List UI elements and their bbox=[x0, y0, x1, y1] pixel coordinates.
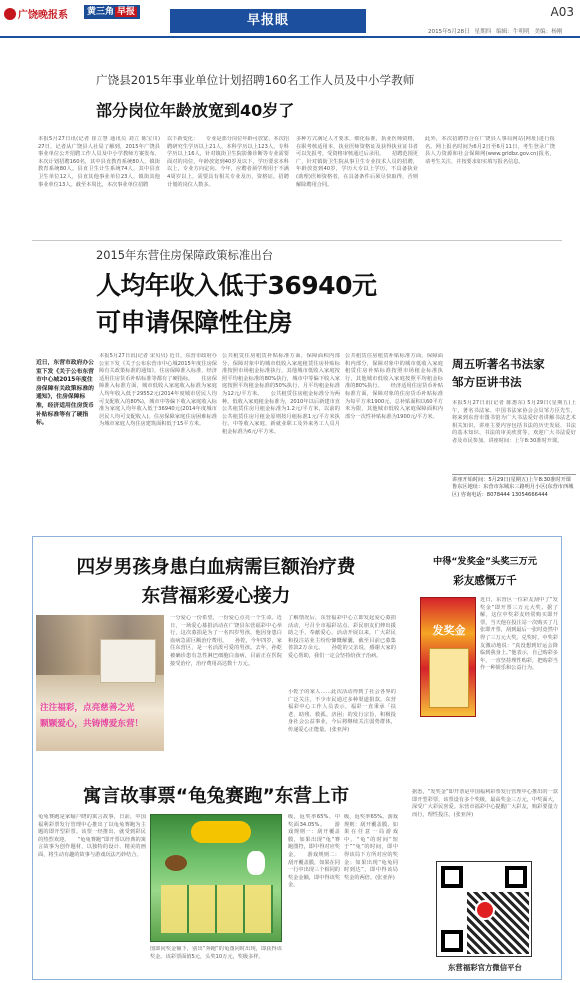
tortoise-icon bbox=[165, 855, 187, 871]
article-calligraphy bbox=[452, 352, 576, 524]
ticket-title bbox=[191, 821, 251, 843]
weekday: 星期四 bbox=[474, 29, 492, 35]
article-body-col-3: 多种方式满足人才要求，细化标准，执业医师资格，在职考核适用本，执业医师资格证及获得执业证书者可以先报考，受资格审核通过后录用。 招聘范围更广，针对镇街卫生院从事卫生专业技术人员的招聘，年龄放宽到40岁，学历大专以上学历，不具备执业(助理)医师资格者，在具备条件后须尽快取得，否则解除聘用合同。 bbox=[296, 136, 418, 188]
charity-photo bbox=[36, 615, 164, 751]
qr-finder-bottom-left bbox=[441, 930, 463, 952]
article-body-wide: 据悉，“发奖金”即开票是中国福利彩票发行管理中心推出的一款即开型彩票，该票设有多个奖级，最高奖金三万元，中奖面大，深受广大彩民喜爱。东营市福彩中心提醒广大彩友，购彩要量力而行，理性投注。(张亚萍) bbox=[412, 789, 558, 818]
article-headline: 寓言故事票“龟兔赛跑”东营上市 bbox=[82, 786, 350, 807]
article-headline-line-2: 可申请保障性住房 bbox=[96, 308, 293, 337]
page-number: A03 bbox=[550, 5, 574, 19]
article-body-col-1: 龟兔赛跑是家喻户晓的寓言故事，日前，中国福利彩票发行管理中心推出了以龟兔赛跑为主题的即开型彩票。该票一经推出，就受到彩民的热烈欢迎。 “龟兔赛跑”即开票以经典的寓言故事为创作题材，以独特的设计、精美的画面，将生动有趣的故事与游戏玩法巧妙结合。 bbox=[38, 814, 146, 858]
article-body-col: 近日，东营区一位彩友刮中了“发奖金”即开票三万元大奖。据了解，这位中奖彩友经常购买即开票，当天他在投注站一次购买了几张即开票，刮到最后一张时竟然中得了三万元大奖。兑奖时，中奖彩友激动地说：“真没想到好运会降临到我身上。”他表示，自己购彩多年，一直坚持理性购彩，把购彩当作一种娱乐和公益行为。 bbox=[480, 597, 558, 672]
date-line bbox=[428, 27, 562, 35]
article-body-col-1: 本报5月27日讯(记者 宋贝贝) 近日，东营市政府办公室下发《关于公布东营市中心城2015年度住房保障有关政策标准的通知》，住房保障准入标准、经济适用住房货币补贴标准等都有了硬指标。 住房保障准入标准方面，城市低收入家庭收入标准为家庭人均年收入低于29552元(2014年度城市居民人均可支配收入的80%)，城市中等偏下收入家庭收入标准为家庭人均年收入低于36940元(2014年度城市居民人均可支配收入)。住房保障家庭住房困难标准为城市家庭人均住房建筑面积低于15平方米。 bbox=[99, 353, 217, 428]
section-logo bbox=[84, 5, 140, 19]
article-recruitment bbox=[0, 40, 580, 240]
section-prefix: 黄三角 bbox=[87, 7, 115, 17]
article-body-col-3: 小乾子的家人……此次活动得到了社会各界的广泛关注，不少市民通过多种渠道捐款。东营福彩中心工作人员表示，福彩一直秉承「扶老、助残、救孤、济困」的发行宗旨，积极投身社会公益事业，今后将继续关注弱势群体，传递爱心正能量。(张亚萍) bbox=[288, 689, 396, 733]
article-headline-line-2: 东营福彩爱心接力 bbox=[141, 586, 291, 607]
photo-caption-line-2: 颗颗爱心，共铸博爱东营！ bbox=[40, 719, 144, 729]
article-headline-line-1: 四岁男孩身患白血病需巨额治疗费 bbox=[76, 557, 356, 578]
qr-code[interactable] bbox=[436, 861, 532, 957]
article-leukemia bbox=[32, 537, 402, 765]
ticket-caption: 图即同奖金额下，别出“奔跑”的龟图同时出现，即获得该奖金。该彩票面值5元，头奖10万元，奖级多样。 bbox=[150, 946, 282, 960]
article-headline: 部分岗位年龄放宽到40岁了 bbox=[96, 101, 295, 120]
article-headline-line-1: 周五听著名书法家 bbox=[452, 357, 545, 371]
article-body-col-2: 了解情况后，东营福彩中心立即发起爱心募捐活动，号召全市福彩站点、彩民朋友们伸出援助之手，奉献爱心。活动开展以来，广大彩民和投注站业主纷纷慷慨解囊，截至目前已募集善款2万余元。 孙乾的父亲说，感谢大家的爱心帮助，我们一定会坚持给孩子治病。 bbox=[288, 615, 396, 659]
scratch-area bbox=[429, 648, 469, 708]
article-body-col-2: 以下新变化： 专业是部分岗位年龄可放宽，本次招聘研究生学历以上21人，本科学历以上123人，专科学历以上16人，针对镇街卫生院影像诊断等专业需要面对的岗位，年龄放宽到40岁及以下，学历要求本科以上，专业方向定向。今年，应聘者须学理用于不满4周岁以上，需要具有相关专业及历，资格证。招聘计划的岗位人数多。 bbox=[167, 136, 289, 188]
section-banner: 早报眼 bbox=[170, 9, 366, 33]
masthead bbox=[0, 0, 580, 40]
article-body-col-1: 一分爱心一份希望，一份爱心点亮一个生命。近日，一场爱心募捐活动在广饶县东营福彩中心举行，这次募捐是为了一名四岁男孩，他因身患白血病急需巨额治疗费用。 孙乾，今年四岁，家住东营区，是一名活泼可爱的男孩。去年，孙乾被确诊患有急性淋巴细胞白血病，目前正在医院接受治疗，治疗费用高达数十万元。 bbox=[170, 615, 282, 667]
lottery-ticket-image bbox=[150, 814, 282, 942]
article-sidebar-summary: 近日，东营市政府办公室下发《关于公布东营市中心城2015年度住房保障有关政策标准的通知》，住房保障标准，经济适用住房货币补贴标准等有了硬指标。 bbox=[36, 360, 94, 427]
article-kicker: 中得“发奖金”头奖三万元 bbox=[433, 556, 537, 567]
article-headline-line-2: 邹方臣讲书法 bbox=[452, 375, 522, 389]
designer: 美编：杨刚 bbox=[534, 29, 563, 35]
article-body-col-3: 公共租赁住房租赁补贴标准方面，保障面积内部分，保障对象中的城市低收入家庭租赁住房补贴标准按照市场租金标准执行，其他城市低收入家庭按照平均租金标准的80%执行。 经济适用住房货币补贴标准方面，保障对象的住房货币补贴标准为每平方米1900元，总补贴面积以60平方米为限，其他城市低收入家庭保障面积内部分一次性补贴标准为1900元/平方米。 bbox=[345, 353, 443, 420]
ticket-grid bbox=[161, 885, 273, 933]
article-body-col-1: 本报5月27日讯(记者 崔立慧 通讯员 刘立 陈宝川) 27日，记者从广饶县人社局了解到，2015年广饶县事业单位公开招聘工作人员及中小学教师方案发布，本次计划招聘160名，其中县直教育系统80人，镇街教育系统80人。县直卫生计生系统74人，其中县直卫生单位12人，县直其他事业单位23人，镇街其他事业单位13人。截至本周比，本次事业单位招聘 bbox=[38, 136, 160, 188]
article-kicker: 广饶县2015年事业单位计划招聘160名工作人员及中小学教师 bbox=[96, 73, 415, 87]
masthead-divider bbox=[0, 36, 580, 38]
article-tortoise-hare bbox=[32, 770, 402, 980]
qr-finder-top-left bbox=[441, 866, 463, 888]
article-jackpot bbox=[408, 537, 560, 979]
editor: 编辑：牛明明 bbox=[496, 29, 530, 35]
article-kicker: 2015年东营住房保障政策标准出台 bbox=[96, 248, 274, 262]
event-info-box: 讲座开始时间：5月29日(星期五)上午8:30准时开课 鲁东区地址：东营市东城东三路明月小区(东营市西城区) 咨询电话：8078444 13054666444 bbox=[452, 474, 576, 512]
newspaper-name: 广饶晚报系 bbox=[18, 10, 68, 21]
photo-child bbox=[100, 639, 156, 683]
newspaper-logo bbox=[4, 8, 16, 20]
article-body-col-3: 级，返奖率65%，中奖面34.05%。 游戏规则一：刮开覆盖膜，如果出现“龟”赛跑图符，即中得对应奖金。 游戏规则二：刮开覆盖膜，如果在同一行中出现三个相同的奖金金额，即中得该奖金。 bbox=[288, 814, 340, 889]
article-headline: 彩友感慨万千 bbox=[453, 575, 517, 587]
section-main: 早报 bbox=[117, 7, 136, 17]
article-body-col-2: 公共租赁住房租赁补贴标准方面，保障面积内部分，保障对象中的城市低收入家庭租赁住房补贴标准按照市场租金标准执行，其他城市低收入家庭按照平均租金标准的80%执行，城市中等偏下收入家庭按照平均租金标准的50%执行，月平均租金标准为12元/平方米。 公共租赁住房租金标准分为两种。低收入家庭租金标准为，2010年以后新建市直公共租赁住房月租金标准为1.2元/平方米，以前的公共租赁住房月租金原则按月租标准1元/平方米执行。中等收入家庭、新就业职工及外来务工人员月租金标准为6元/平方米。 bbox=[222, 353, 340, 435]
scratch-ticket-image bbox=[420, 597, 476, 717]
qr-caption: 东营福彩官方微信平台 bbox=[448, 963, 522, 972]
article-body-col-4: 级，返奖率65%。游戏规则：刮开覆盖膜，如果在任意一局游戏中，“龟”的时间“短于”“兔”的时间，即中得该局下方所对应的奖金；如果出现“龟兔同时到达”，即中得该局奖金的两倍。(张亚萍) bbox=[344, 814, 398, 881]
photo-caption-line-1: 注注福彩，点亮慈善之光 bbox=[40, 703, 135, 713]
date: 2015年5月28日 bbox=[428, 29, 470, 35]
article-body: 本报5月27日讯(记者 陈惠东) 5月29日(星期五)上午，著名书法家、中国书法家协会会员邹方臣先生，将来到东营市图书馆为广大书法爱好者讲解书法艺术相关知识，讲座主要内容包括书法的历史发展、书法的基本知识、书法的审美欣赏等。欢迎广大书法爱好者及市民参加，讲座时间：上午8:30准时开课。 bbox=[452, 400, 576, 444]
article-headline-line-1: 人均年收入低于36940元 bbox=[96, 271, 377, 300]
scratch-ticket-title: 发奖金 bbox=[432, 624, 466, 637]
qr-center-logo bbox=[475, 900, 495, 920]
qr-pattern bbox=[467, 892, 529, 954]
article-body-col-4: 此外，本次招聘符合在广饶县人事局网站(网址)进行报名。网上报名时间为6月2日至6月11日，考生登录广饶县人力资源和社会保障网(www.grldbz.gov.cn)报名，请考生关注，并按要求如实填写报名信息。 bbox=[425, 136, 555, 165]
qr-finder-top-right bbox=[505, 866, 527, 888]
hare-icon bbox=[247, 851, 265, 875]
